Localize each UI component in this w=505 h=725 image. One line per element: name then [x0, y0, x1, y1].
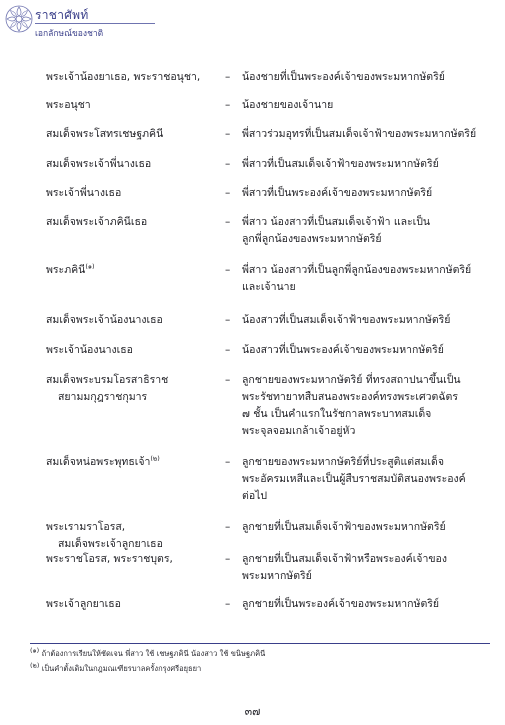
entry-term: [46, 126, 216, 143]
term-line: พระเจ้าลูกยาเธอ: [46, 598, 121, 610]
entry-dash: –: [225, 264, 231, 276]
footnote-mark: (๒): [30, 661, 40, 670]
entry-definition: [242, 454, 492, 505]
entry-term: [46, 185, 216, 202]
entry-term: [46, 156, 216, 173]
entry-definition: [242, 214, 492, 248]
entry-term: [46, 596, 216, 613]
entry-dash: –: [225, 158, 231, 170]
definition-line: น้องสาวที่เป็นสมเด็จเจ้าฟ้าของพระมหากษัตริย์: [242, 314, 451, 326]
term-line: สมเด็จพระเจ้าภคินีเธอ: [46, 216, 148, 228]
definition-line: และเจ้านาย: [242, 281, 296, 293]
entry-term: [46, 519, 216, 553]
definition-line: พี่สาวที่เป็นพระองค์เจ้าของพระมหากษัตริย์: [242, 187, 433, 199]
entry-definition: [242, 97, 492, 114]
entry-dash: –: [225, 71, 231, 83]
entry-definition: [242, 551, 492, 585]
definition-line: ลูกชายที่เป็นพระองค์เจ้าของพระมหากษัตริย์: [242, 598, 440, 610]
footnote-reference: (๑): [85, 262, 95, 271]
footnote-divider: [30, 643, 490, 644]
entry-definition: [242, 519, 492, 536]
entry-term: [46, 454, 216, 471]
term-line: พระเจ้าพี่นางเธอ: [46, 187, 122, 199]
definition-line: น้องชายที่เป็นพระองค์เจ้าของพระมหากษัตริย์: [242, 71, 445, 83]
definition-line: ลูกชายที่เป็นสมเด็จเจ้าฟ้าของพระมหากษัตริย์: [242, 521, 446, 533]
entry-definition: [242, 126, 492, 143]
entry-definition: [242, 69, 492, 86]
footnote-2: [30, 663, 201, 675]
page-number: ๓๗: [244, 705, 261, 718]
term-line: พระอนุชา: [46, 99, 91, 111]
entry-dash: –: [225, 216, 231, 228]
entry-definition: [242, 312, 492, 329]
entry-term: [46, 342, 216, 359]
entry-definition: [242, 262, 492, 296]
entry-dash: –: [225, 456, 231, 468]
footnote-text: ถ้าต้องการเรียนให้ชัดเจน พี่สาว ใช้ เชษฐภคินี น้องสาว ใช้ ขนิษฐภคินี: [41, 649, 266, 658]
entry-term: [46, 214, 216, 231]
term-line: สมเด็จพระเจ้าลูกยาเธอ: [58, 538, 163, 550]
entry-dash: –: [225, 99, 231, 111]
term-line: พระเจ้าน้องนางเธอ: [46, 344, 133, 356]
entry-dash: –: [225, 521, 231, 533]
definition-line: พระอัครมเหสีและเป็นผู้สืบราชสมบัติสนองพระองค์: [242, 473, 466, 485]
entry-definition: [242, 185, 492, 202]
footnote-mark: (๑): [30, 646, 40, 655]
entry-dash: –: [225, 187, 231, 199]
definition-line: ลูกพี่ลูกน้องของพระมหากษัตริย์: [242, 233, 382, 245]
term-line: พระภคินี: [46, 264, 86, 276]
term-line: พระเจ้าน้องยาเธอ, พระราชอนุชา,: [46, 71, 201, 83]
header-title: ราชาศัพท์: [35, 8, 89, 22]
entry-dash: –: [225, 553, 231, 565]
term-line: สมเด็จพระโสทรเชษฐภคินี: [46, 128, 164, 140]
definition-line: ลูกชายที่เป็นสมเด็จเจ้าฟ้าหรือพระองค์เจ้าของ: [242, 553, 447, 565]
entry-dash: –: [225, 128, 231, 140]
header-subtitle: เอกลักษณ์ของชาติ: [35, 29, 104, 39]
footnote-reference: (๒): [150, 454, 160, 463]
entry-term: [46, 312, 216, 329]
definition-line: น้องชายของเจ้านาย: [242, 99, 334, 111]
entry-definition: [242, 372, 492, 440]
definition-line: พี่สาวร่วมอุทรที่เป็นสมเด็จเจ้าฟ้าของพระมหากษัตริย์: [242, 128, 477, 140]
entry-definition: [242, 156, 492, 173]
entry-dash: –: [225, 598, 231, 610]
term-line: สยามมกุฎราชกุมาร: [58, 391, 148, 403]
footnote-text: เป็นคำตั้งเดิมในกฎมณเฑียรบาลครั้งกรุงศรีอยุธยา: [41, 664, 202, 673]
definition-line: ต่อไป: [242, 490, 268, 502]
entry-term: [46, 372, 216, 406]
definition-line: พระจุลจอมเกล้าเจ้าอยู่หัว: [242, 425, 356, 437]
definition-line: พี่สาวที่เป็นสมเด็จเจ้าฟ้าของพระมหากษัตริย์: [242, 158, 439, 170]
entry-term: [46, 551, 216, 568]
entry-term: [46, 69, 216, 86]
entry-term: [46, 97, 216, 114]
entry-definition: [242, 342, 492, 359]
term-line: สมเด็จพระบรมโอรสาธิราช: [46, 374, 169, 386]
definition-line: พี่สาว น้องสาวที่เป็นลูกพี่ลูกน้องของพระมหากษัตริย์: [242, 264, 472, 276]
entry-definition: [242, 596, 492, 613]
definition-line: พระรัชทายาทสืบสนองพระองค์ทรงพระเศวตฉัตร: [242, 391, 458, 403]
definition-line: ๗ ชั้น เป็นคำแรกในรัชกาลพระบาทสมเด็จ: [242, 408, 432, 420]
term-line: พระราชโอรส, พระราชบุตร,: [46, 553, 173, 565]
entry-dash: –: [225, 344, 231, 356]
term-line: สมเด็จหน่อพระพุทธเจ้า: [46, 456, 151, 468]
term-line: พระเรามราโอรส,: [46, 521, 126, 533]
entry-term: [46, 262, 216, 279]
definition-line: ลูกชายของพระมหากษัตริย์ที่ประสูติแต่สมเด็จ: [242, 456, 444, 468]
term-line: สมเด็จพระเจ้าพี่นางเธอ: [46, 158, 152, 170]
definition-line: น้องสาวที่เป็นพระองค์เจ้าของพระมหากษัตริย์: [242, 344, 444, 356]
footnote-1: [30, 648, 265, 660]
definition-line: ลูกชายของพระมหากษัตริย์ ที่ทรงสถาปนาขึ้นเป็น: [242, 374, 461, 386]
entry-dash: –: [225, 314, 231, 326]
term-line: สมเด็จพระเจ้าน้องนางเธอ: [46, 314, 163, 326]
definition-line: พระมหากษัตริย์: [242, 570, 312, 582]
entry-dash: –: [225, 374, 231, 386]
definition-line: พี่สาว น้องสาวที่เป็นสมเด็จเจ้าฟ้า และเป็น: [242, 216, 431, 228]
